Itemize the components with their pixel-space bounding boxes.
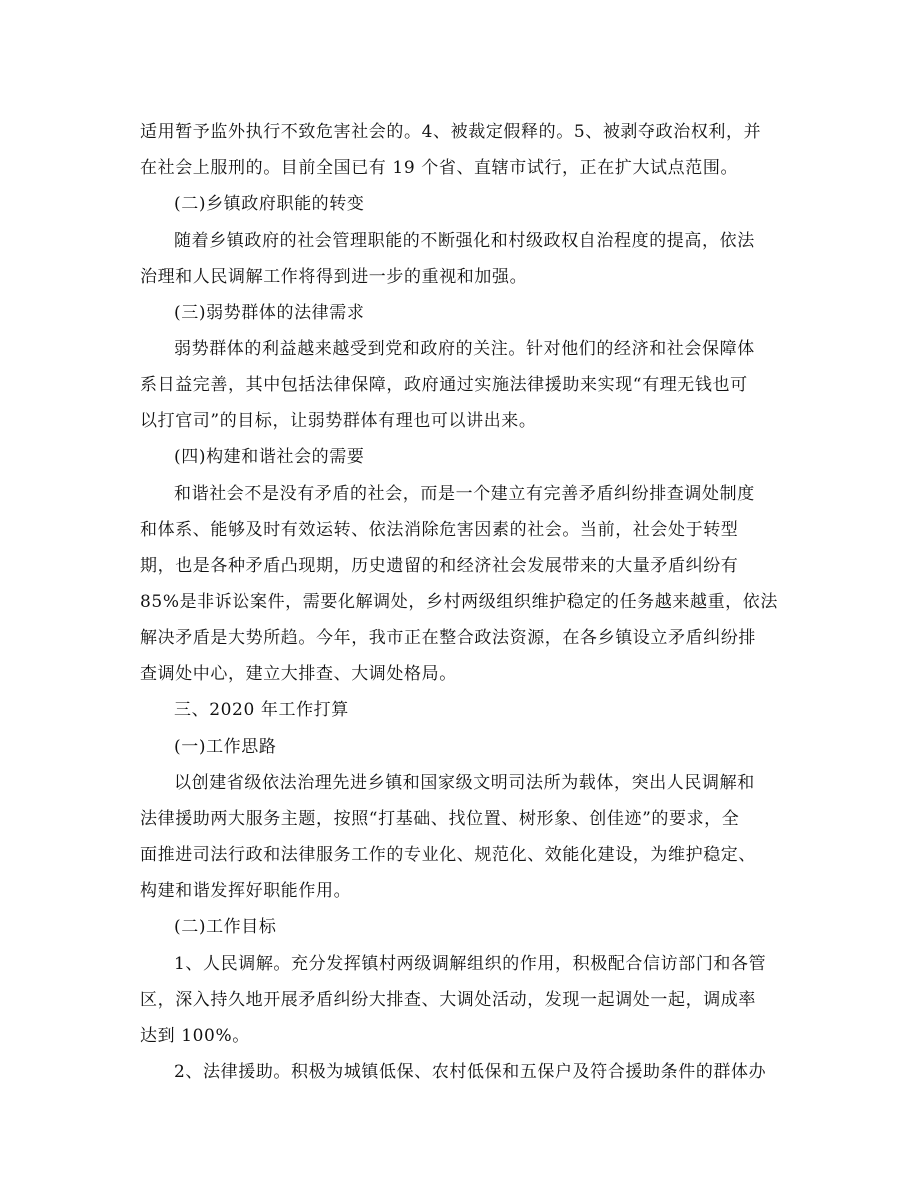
text-line: 构建和谐发挥好职能作用。 — [140, 881, 352, 901]
text-line: 和体系、能够及时有效运转、依法消除危害因素的社会。当前，社会处于转型 — [140, 520, 739, 540]
section-heading: (二)工作目标 — [174, 917, 277, 937]
text-line: 和谐社会不是没有矛盾的社会，而是一个建立有完善矛盾纠纷排查调处制度 — [174, 484, 755, 504]
text-line: 区，深入持久地开展矛盾纠纷大排查、大调处活动，发现一起调处一起，调成率 — [140, 990, 756, 1010]
text-line: 2、法律援助。积极为城镇低保、农村低保和五保户及符合援助条件的群体办 — [174, 1062, 767, 1082]
text-line: 弱势群体的利益越来越受到党和政府的关注。针对他们的经济和社会保障体 — [174, 339, 755, 359]
section-heading: (一)工作思路 — [174, 737, 277, 757]
text-line: 系日益完善，其中包括法律保障，政府通过实施法律援助来实现“有理无钱也可 — [140, 375, 748, 395]
text-line: 解决矛盾是大势所趋。今年，我市正在整合政法资源，在各乡镇设立矛盾纠纷排 — [140, 628, 756, 648]
text-line: 期，也是各种矛盾凸现期，历史遗留的和经济社会发展带来的大量矛盾纠纷有 — [140, 556, 739, 576]
text-line: 治理和人民调解工作将得到进一步的重视和加强。 — [140, 267, 528, 287]
text-line: 85%是非诉讼案件，需要化解调处，乡村两级组织维护稳定的任务越来越重，依法 — [140, 592, 778, 612]
text-line: 法律援助两大服务主题，按照“打基础、找位置、树形象、创佳迹”的要求，全 — [140, 809, 740, 829]
text-line: 以打官司”的目标，让弱势群体有理也可以讲出来。 — [140, 411, 537, 431]
text-line: 达到 100%。 — [140, 1026, 250, 1046]
text-line: 以创建省级依法治理先进乡镇和国家级文明司法所为载体，突出人民调解和 — [174, 773, 755, 793]
section-heading: (二)乡镇政府职能的转变 — [174, 194, 365, 214]
text-line: 查调处中心，建立大排查、大调处格局。 — [140, 664, 457, 684]
text-line: 在社会上服刑的。目前全国已有 19 个省、直辖市试行，正在扩大试点范围。 — [140, 158, 739, 178]
section-heading: (四)构建和谐社会的需要 — [174, 447, 365, 467]
section-heading: 三、2020 年工作打算 — [174, 700, 349, 720]
text-line: 1、人民调解。充分发挥镇村两级调解组织的作用，积极配合信访部门和各管 — [174, 954, 767, 974]
text-line: 适用暂予监外执行不致危害社会的。4、被裁定假释的。5、被剥夺政治权利，并 — [140, 122, 762, 142]
section-heading: (三)弱势群体的法律需求 — [174, 303, 365, 323]
text-line: 随着乡镇政府的社会管理职能的不断强化和村级政权自治程度的提高，依法 — [174, 231, 755, 251]
text-line: 面推进司法行政和法律服务工作的专业化、规范化、效能化建设，为维护稳定、 — [140, 845, 756, 865]
